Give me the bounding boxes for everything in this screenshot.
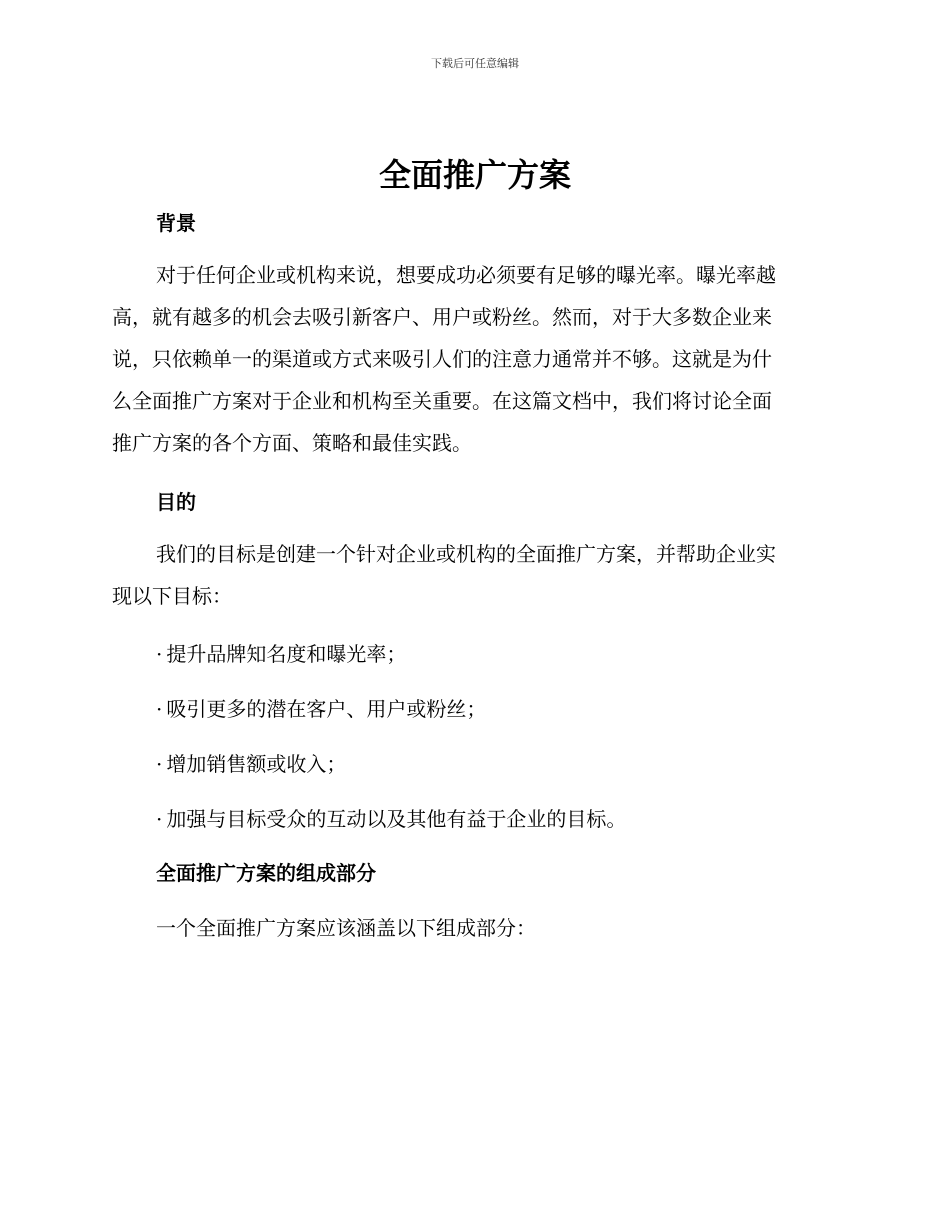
list-item	[156, 803, 626, 832]
list-item	[156, 638, 406, 667]
paragraph-background	[112, 254, 832, 464]
list-item-text: 提升品牌知名度和曝光率；	[166, 642, 407, 666]
paragraph-components-intro: 一个全面推广方案应该涵盖以下组成部分：	[156, 916, 536, 940]
heading-background: 背景	[156, 211, 196, 235]
bullet-icon: ·	[156, 697, 163, 721]
bullet-icon: ·	[156, 752, 163, 776]
bullet-icon: ·	[156, 807, 163, 831]
paragraph-line: 现以下目标：	[112, 584, 232, 608]
list-item-text: 加强与目标受众的互动以及其他有益于企业的目标。	[166, 807, 627, 831]
paragraph-line: 说，只依赖单一的渠道或方式来吸引人们的注意力通常并不够。这就是为什	[112, 347, 772, 371]
paragraph-line: 么全面推广方案对于企业和机构至关重要。在这篇文档中，我们将讨论全面	[112, 389, 772, 413]
paragraph-line: 对于任何企业或机构来说，想要成功必须要有足够的曝光率。曝光率越	[156, 263, 776, 287]
bullet-icon: ·	[156, 642, 163, 666]
paragraph-line: 推广方案的各个方面、策略和最佳实践。	[112, 431, 472, 455]
heading-components: 全面推广方案的组成部分	[156, 861, 376, 885]
list-item-text: 吸引更多的潜在客户、用户或粉丝；	[166, 697, 487, 721]
document-title: 全面推广方案	[378, 156, 571, 194]
list-item	[156, 693, 486, 722]
list-item	[156, 748, 346, 777]
paragraph-line: 我们的目标是创建一个针对企业或机构的全面推广方案，并帮助企业实	[156, 542, 776, 566]
header-note: 下载后可任意编辑	[431, 57, 519, 70]
paragraph-purpose	[112, 533, 832, 617]
paragraph-line: 高，就有越多的机会去吸引新客户、用户或粉丝。然而，对于大多数企业来	[112, 305, 772, 329]
heading-purpose: 目的	[156, 490, 196, 514]
list-item-text: 增加销售额或收入；	[166, 752, 347, 776]
